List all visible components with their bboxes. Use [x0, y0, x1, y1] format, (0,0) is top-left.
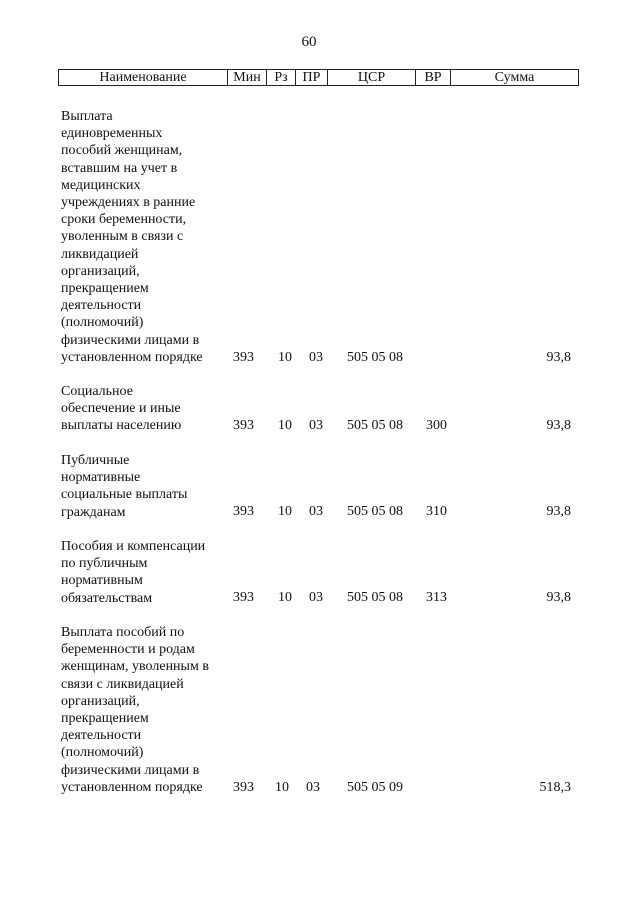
row-sum: 93,8: [546, 504, 571, 519]
row-name: Пособия и компенсации по публичным нормативным обязательствам: [61, 539, 206, 606]
row-name: Выплата единовременных пособий женщинам, вставшим на учет в медицинских учреждениях в ранние сроки беременности, уволенным в связи с ликвидацией организаций, прекращением деятельности (полномочий) физическими лицами в установленном порядке: [61, 109, 203, 365]
row-min: 393: [233, 350, 254, 365]
row-rz: 10: [278, 418, 292, 433]
header-rz: Рз: [266, 70, 295, 85]
row-min: 393: [233, 504, 254, 519]
row-csr: 505 05 08: [347, 418, 403, 433]
header-vr: ВР: [415, 70, 450, 85]
row-csr: 505 05 08: [347, 504, 403, 519]
row-csr: 505 05 08: [347, 350, 403, 365]
row-sum: 93,8: [546, 418, 571, 433]
row-rz: 10: [275, 780, 289, 795]
row-rz: 10: [278, 590, 292, 605]
row-min: 393: [233, 780, 254, 795]
row-csr: 505 05 09: [347, 780, 403, 795]
row-name: Публичные нормативные социальные выплаты гражданам: [61, 453, 188, 520]
header-name: Наименование: [99, 70, 187, 85]
row-csr: 505 05 08: [347, 590, 403, 605]
row-rz: 10: [278, 504, 292, 519]
row-pr: 03: [309, 418, 323, 433]
header-csr: ЦСР: [327, 70, 415, 85]
table-row: [0, 538, 640, 610]
table-row: [0, 452, 640, 524]
row-rz: 10: [278, 350, 292, 365]
row-vr: 313: [426, 590, 447, 605]
row-min: 393: [233, 418, 254, 433]
row-pr: 03: [309, 350, 323, 365]
row-pr: 03: [309, 504, 323, 519]
table-row: [0, 108, 640, 368]
row-name: Социальное обеспечение и иные выплаты населению: [61, 384, 182, 434]
table-header: [58, 69, 579, 86]
header-min: Мин: [227, 70, 266, 85]
table-row: [0, 383, 640, 438]
row-pr: 03: [306, 780, 320, 795]
row-min: 393: [233, 590, 254, 605]
row-sum: 93,8: [546, 350, 571, 365]
row-pr: 03: [309, 590, 323, 605]
row-vr: 300: [426, 418, 447, 433]
header-pr: ПР: [295, 70, 327, 85]
table-row: [0, 624, 640, 799]
row-sum: 518,3: [539, 780, 571, 795]
row-sum: 93,8: [546, 590, 571, 605]
row-name: Выплата пособий по беременности и родам женщинам, уволенным в связи с ликвидацией организаций, прекращением деятельности (полномочий) физическими лицами в установленном порядке: [61, 625, 209, 795]
page-number: 60: [301, 34, 317, 50]
header-sum: Сумма: [450, 70, 578, 85]
row-vr: 310: [426, 504, 447, 519]
